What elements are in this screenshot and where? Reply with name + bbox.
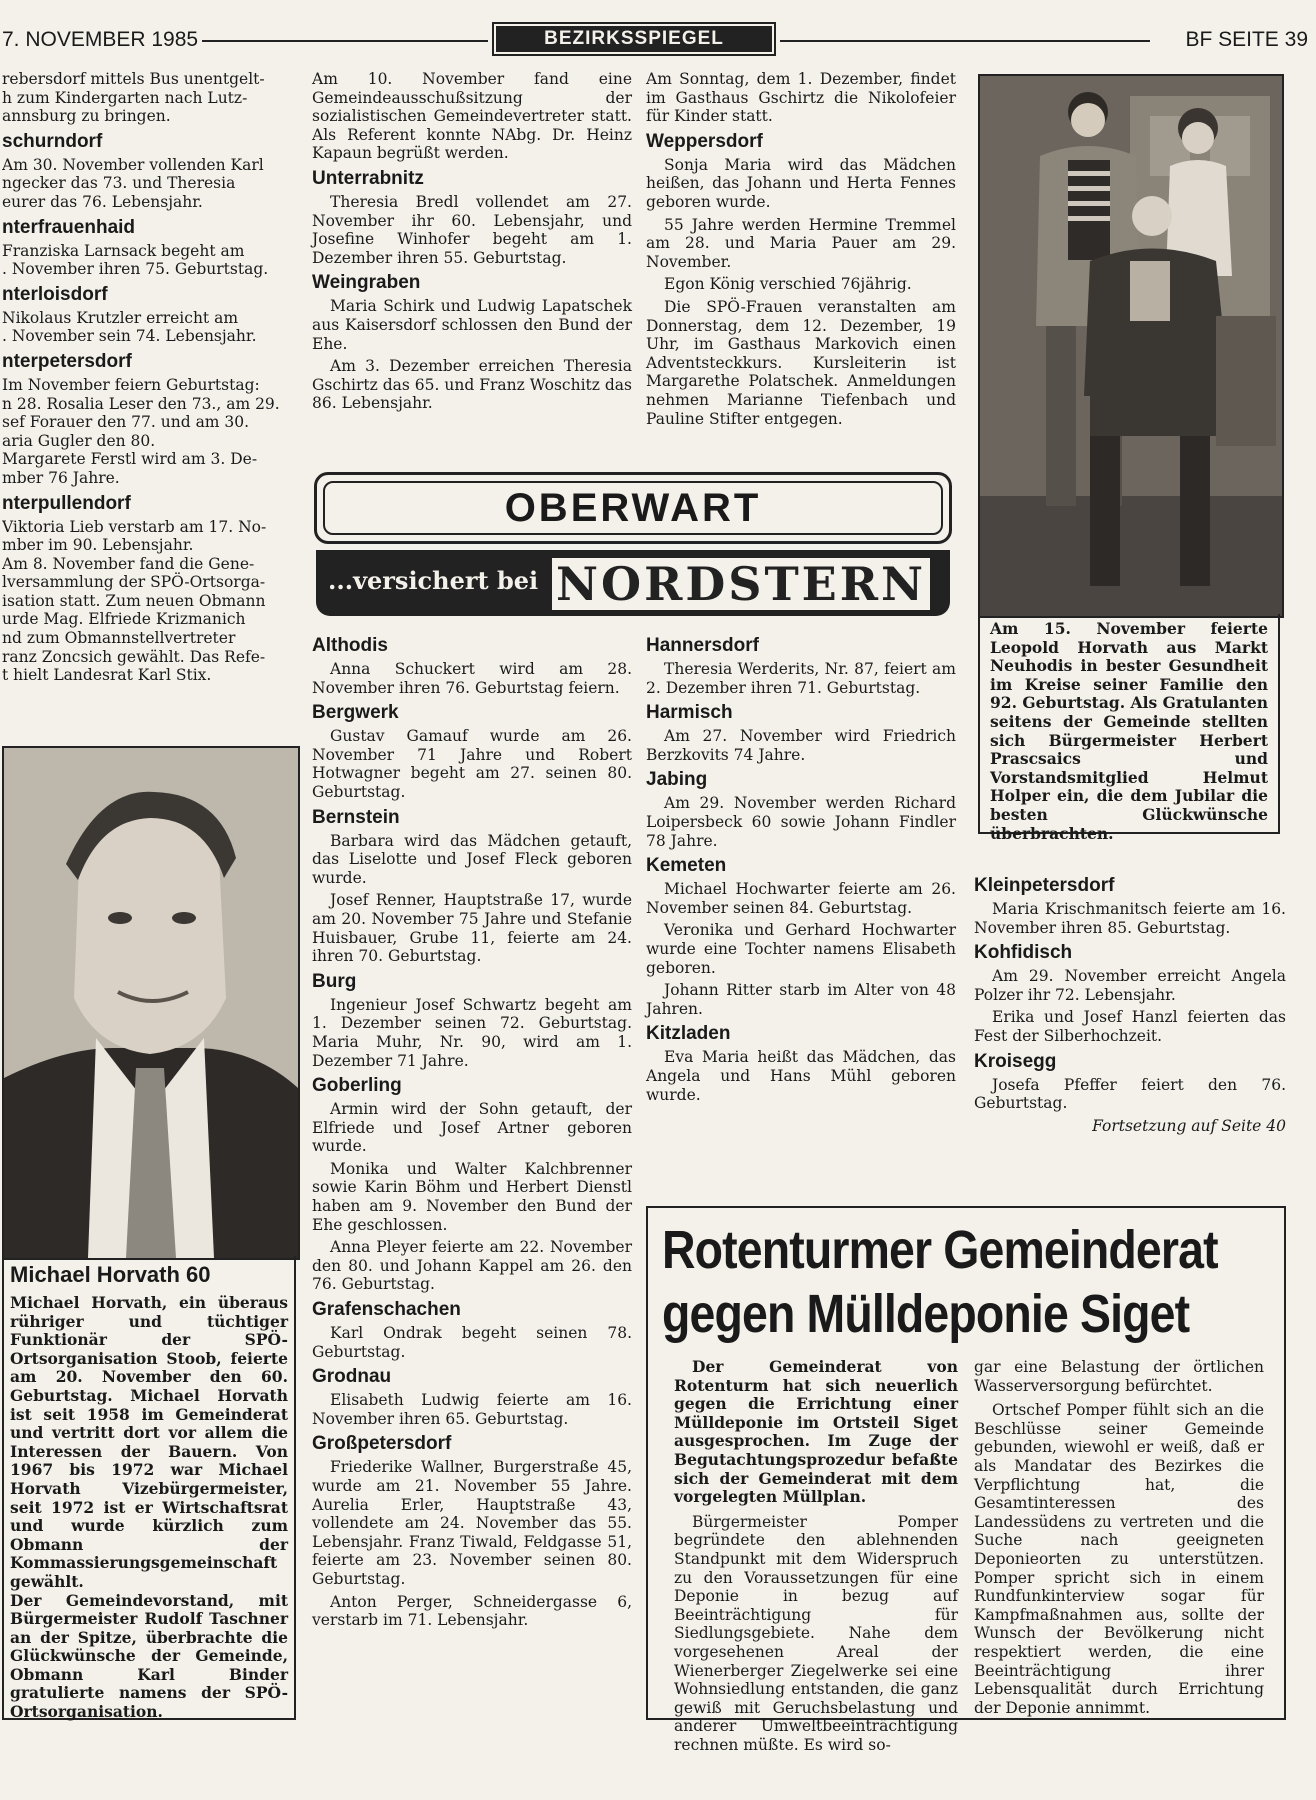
article-headline-line-2: gegen Mülldeponie Siget xyxy=(662,1284,1190,1344)
section-heading: Kohfidisch xyxy=(974,942,1073,964)
article-body-3: Ortschef Pomper fühlt sich an die Beschlüsse seiner Gemeinde gebunden, wiewohl er weiß, daß er als Mandatar des Bezirkes die Verpflichtung hat, die Gesamtinteressen des Landessüdens zu vertreten und die Suche nach geeigneten Deponieorten zu unterstützen. Pomper spricht sich in einem Rundfunkinterview sogar für Kampfmaßnahmen aus, sollte der Wunsch der Bevölkerung nicht respektiert werden, die eine Beeinträchtigung ihrer Lebensqualität durch Errichtung der Deponie annimmt. xyxy=(974,1401,1264,1717)
news-paragraph: Am 29. November werden Richard Loipersbeck 60 sowie Johann Findler 78 Jahre. xyxy=(646,794,956,850)
section-heading: Weppersdorf xyxy=(646,130,763,152)
portrait-photo-image xyxy=(4,748,298,1258)
text-line: aria Gugler den 80. xyxy=(2,431,156,450)
section-heading: Harmisch xyxy=(646,702,733,724)
issue-date: 7. NOVEMBER 1985 xyxy=(2,28,199,51)
section-heading: Bernstein xyxy=(312,806,400,828)
section-heading: Althodis xyxy=(312,635,388,656)
section-heading: Kemeten xyxy=(646,855,727,877)
column-3-bottom xyxy=(646,630,956,1108)
news-paragraph: Maria Krischmanitsch feierte am 16. November ihren 85. Geburtstag. xyxy=(974,900,1286,937)
news-paragraph: Friederike Wallner, Burgerstraße 45, wurde am 21. November 55 Jahre. Aurelia Erler, Hauptstraße 43, vollendete am 24. November das 55. Lebensjahr. Franz Tiwald, Feldgasse 51, feierte am 23. November seinen 80. Geburtstag. xyxy=(312,1458,632,1588)
section-heading: Großpetersdorf xyxy=(312,1433,452,1455)
text-line: eurer das 76. Lebensjahr. xyxy=(2,192,203,211)
news-paragraph: Die SPÖ-Frauen veranstalten am Donnerstag, dem 12. Dezember, 19 Uhr, im Gasthaus Markovich einen Adventsteckkurs. Kursleiterin ist Margarethe Polatschek. Anmeldungen nehmen Marianne Tiefenbach und Pauline Stifter entgegen. xyxy=(646,297,956,428)
text-line: nd zum Obmannstellvertreter xyxy=(2,629,236,648)
column-4-list xyxy=(974,875,1286,1113)
news-paragraph: Am 29. November erreicht Angela Polzer ihr 72. Lebensjahr. xyxy=(974,967,1286,1004)
section-banner xyxy=(492,22,776,56)
column-2-bottom xyxy=(312,630,632,1634)
section-heading: Jabing xyxy=(646,769,708,791)
ad-brand: NORDSTERN xyxy=(552,558,930,610)
text-line: n 28. Rosalia Leser den 73., am 29. xyxy=(2,394,280,413)
news-paragraph: Anna Schuckert wird am 28. November ihren 76. Geburtstag feiern. xyxy=(312,660,632,697)
news-paragraph: Karl Ondrak begeht seinen 78. Geburtstag. xyxy=(312,1324,632,1361)
family-photo-caption: Am 15. November feierte Leopold Horvath aus Markt Neuhodis in bester Gesundheit im Kreise seiner Familie den 92. Geburtstag. Als Gratulanten seitens der Gemeinde stellten sich Bürgermeister Herbert Prascsaics und Vorstandsmitglied Helmut Holper ein, die dem Jubilar die besten Glückwünsche überbrachten. xyxy=(978,614,1280,834)
article-column-1 xyxy=(674,1358,958,1760)
article-lead: Der Gemeinderat von Rotenturm hat sich neuerlich gegen die Errichtung einer Mülldeponie im Ortsteil Siget ausgesprochen. Im Zuge der Begutachtungsprozedur befaßte sich der Gemeinderat mit dem vorgelegten Müllplan. xyxy=(674,1357,958,1507)
text-line: Am 8. November fand die Gene- xyxy=(2,554,255,573)
section-heading: Grafenschachen xyxy=(312,1299,461,1321)
news-paragraph: Egon König verschied 76jährig. xyxy=(664,275,912,294)
page-number: BF SEITE 39 xyxy=(1185,28,1308,51)
news-paragraph: Armin wird der Sohn getauft, der Elfriede und Josef Artner geboren wurde. xyxy=(312,1100,632,1156)
section-heading: Burg xyxy=(312,970,357,992)
news-paragraph: Josefa Pfeffer feiert den 76. Geburtstag. xyxy=(974,1075,1286,1113)
news-paragraph: Am 3. Dezember erreichen Theresia Gschirtz das 65. und Franz Woschitz das 86. Lebensjahr. xyxy=(312,357,632,413)
news-paragraph: Eva Maria heißt das Mädchen, das Angela und Hans Mühl geboren wurde. xyxy=(646,1048,956,1104)
news-paragraph: Erika und Josef Hanzl feierten das Fest der Silberhochzeit. xyxy=(974,1008,1286,1045)
continued-note: Fortsetzung auf Seite 40 xyxy=(1092,1116,1286,1135)
section-heading: Hannersdorf xyxy=(646,635,759,656)
news-paragraph: Elisabeth Ludwig feierte am 16. November ihren 65. Geburtstag. xyxy=(312,1391,632,1428)
news-paragraph: Sonja Maria wird das Mädchen heißen, das Johann und Herta Fennes geboren wurde. xyxy=(646,155,956,211)
text-line: Im November feiern Geburtstag: xyxy=(2,375,260,394)
portrait-box xyxy=(2,1256,296,1720)
news-paragraph: Am Sonntag, dem 1. Dezember, findet im Gasthaus Gschirtz die Nikolofeier für Kinder statt. xyxy=(646,70,956,126)
section-heading: schurndorf xyxy=(2,130,103,152)
section-heading: Kroisegg xyxy=(974,1050,1057,1072)
section-heading: Kleinpetersdorf xyxy=(974,875,1115,896)
section-heading: nterpetersdorf xyxy=(2,350,132,372)
article-headline-line-1: Rotenturmer Gemeinderat xyxy=(662,1220,1218,1280)
section-heading: nterpullendorf xyxy=(2,492,131,514)
ad-town-frame xyxy=(314,472,952,544)
column-4-bottom xyxy=(974,870,1286,1135)
news-paragraph: Anna Pleyer feierte am 22. November den 80. und Johann Kappel am 26. den 76. Geburtstag. xyxy=(312,1238,632,1294)
text-line: . November ihren 75. Geburtstag. xyxy=(2,260,269,279)
article-body-1: Bürgermeister Pomper begründete den ablehnenden Standpunkt mit dem Widerspruch zu den Voraussetzungen für eine Deponie in bezug auf Beeinträchtigung für Siedlungsgebiete. Nahe dem vorgesehenen Areal der Wienerberger Ziegelwerke sei eine Wohnsiedlung entstanden, die ganz gewiß mit Geruchsbelastung und anderer Umweltbeeinträchtigung rechnen müßte. Es wird so- xyxy=(674,1512,958,1754)
text-line: annsburg zu bringen. xyxy=(2,107,171,126)
text-line: . November sein 74. Lebensjahr. xyxy=(2,327,257,346)
news-paragraph: Theresia Bredl vollendet am 27. November ihr 60. Lebensjahr, und Josefine Winhofer begeht am 1. Dezember ihren 55. Geburtstag. xyxy=(312,192,632,267)
news-paragraph: Veronika und Gerhard Hochwarter wurde eine Tochter namens Elisabeth geboren. xyxy=(646,921,956,977)
news-paragraph: Josef Renner, Hauptstraße 17, wurde am 20. November 75 Jahre und Stefanie Huisbauer, Grube 11, feierte am 24. ihren 70. Geburtstag. xyxy=(312,891,632,966)
text-line: lversammlung der SPÖ-Ortsorga- xyxy=(2,573,266,592)
text-line: t hielt Landesrat Karl Stix. xyxy=(2,666,212,685)
news-paragraph: Johann Ritter starb im Alter von 48 Jahren. xyxy=(646,981,956,1018)
section-heading: Grodnau xyxy=(312,1366,392,1388)
news-paragraph: Michael Hochwarter feierte am 26. November seinen 84. Geburtstag. xyxy=(646,880,956,917)
section-title: BEZIRKSSPIEGEL xyxy=(496,26,772,52)
nordstern-ad xyxy=(312,470,956,630)
news-paragraph: Anton Perger, Schneidergasse 6, verstarb im 71. Lebensjahr. xyxy=(312,1592,632,1630)
section-heading: Goberling xyxy=(312,1075,402,1097)
news-paragraph: Monika und Walter Kalchbrenner sowie Karin Böhm und Herbert Dienstl haben am 9. November den Bund der Ehe geschlossen. xyxy=(312,1159,632,1234)
text-line: Nikolaus Krutzler erreicht am xyxy=(2,308,239,327)
news-paragraph: Maria Schirk und Ludwig Lapatschek aus Kaisersdorf schlossen den Bund der Ehe. xyxy=(312,297,632,353)
news-paragraph: 55 Jahre werden Hermine Tremmel am 28. und Maria Pauer am 29. November. xyxy=(646,215,956,271)
portrait-box-paragraph: Michael Horvath, ein überaus rühriger und tüchtiger Funktionär der SPÖ-Ortsorganisation Stoob, feierte am 20. November den 60. Geburtstag. Michael Horvath ist seit 1958 im Gemeinderat und vertritt dort vor allem die Interessen der Bauern. Von 1967 bis 1972 war Michael Horvath Vizebürgermeister, seit 1972 ist er Wirtschaftsrat und wurde kürzlich zum Obmann der Kommassierungsgemeinschaft gewählt. xyxy=(10,1293,288,1591)
family-photo-image xyxy=(980,76,1282,616)
portrait-box-paragraph: Der Gemeindevorstand, mit Bürgermeister Rudolf Taschner an der Spitze, überbrachte die Glückwünsche der Gemeinde, Obmann Karl Binder gratulierte namens der SPÖ-Ortsorganisation. xyxy=(10,1590,288,1722)
text-line: Viktoria Lieb verstarb am 17. No- xyxy=(2,517,267,536)
family-photo xyxy=(978,74,1284,618)
text-line: mber 76 Jahre. xyxy=(2,468,120,487)
text-line: Am 30. November vollenden Karl xyxy=(2,155,264,174)
news-paragraph: Theresia Werderits, Nr. 87, feiert am 2. Dezember ihren 71. Geburtstag. xyxy=(646,660,956,697)
news-paragraph: Am 27. November wird Friedrich Berzkovits 74 Jahre. xyxy=(646,727,956,764)
section-heading: Unterrabnitz xyxy=(312,167,424,189)
section-heading: nterloisdorf xyxy=(2,283,108,305)
text-line: rebersdorf mittels Bus unentgelt- xyxy=(2,70,265,88)
article-rotenturm xyxy=(646,1206,1286,1754)
portrait-box-title: Michael Horvath 60 xyxy=(10,1262,211,1287)
section-heading: nterfrauenhaid xyxy=(2,216,136,238)
column-2-top xyxy=(312,70,632,417)
column-3-top xyxy=(646,70,956,432)
page-header xyxy=(0,22,1316,62)
header-rule-left xyxy=(202,40,488,42)
news-paragraph: Barbara wird das Mädchen getauft, das Liselotte und Josef Fleck geboren wurde. xyxy=(312,831,632,887)
section-heading: Kitzladen xyxy=(646,1023,731,1045)
text-line: Franziska Larnsack begeht am xyxy=(2,241,245,260)
text-line: sef Forauer den 77. und am 30. xyxy=(2,413,250,432)
column-1-news xyxy=(2,70,296,685)
text-line: ngecker das 73. und Theresia xyxy=(2,174,236,193)
article-column-2 xyxy=(974,1358,1264,1723)
section-heading: Bergwerk xyxy=(312,702,399,724)
article-body-2: gar eine Belastung der örtlichen Wasserversorgung befürchtet. xyxy=(974,1358,1264,1395)
news-paragraph: Gustav Gamauf wurde am 26. November 71 Jahre und Robert Hotwagner begeht am 27. seinen 80. Geburtstag. xyxy=(312,727,632,801)
news-paragraph: Ingenieur Josef Schwartz begeht am 1. Dezember seinen 72. Geburtstag. Maria Muhr, Nr. 90, wird am 1. Dezember 71 Jahre. xyxy=(312,995,632,1070)
ad-slogan: ...versichert bei xyxy=(328,566,539,595)
text-line: ranz Zoncsich gewählt. Das Refe- xyxy=(2,647,266,666)
text-line: h zum Kindergarten nach Lutz- xyxy=(2,88,248,107)
text-line: isation statt. Zum neuen Obmann xyxy=(2,591,266,610)
portrait-box-text xyxy=(10,1294,288,1722)
text-line: Margarete Ferstl wird am 3. De- xyxy=(2,450,258,469)
portrait-photo xyxy=(2,746,300,1260)
header-rule-right xyxy=(780,40,1150,42)
article-headline xyxy=(662,1218,1274,1346)
text-line: mber im 90. Lebensjahr. xyxy=(2,536,194,555)
ad-town: OBERWART xyxy=(323,481,943,535)
news-paragraph: Am 10. November fand eine Gemeindeausschußsitzung der sozialistischen Gemeindevertreter statt. Als Referent konnte NAbg. Dr. Heinz Kapaun begrüßt werden. xyxy=(312,70,632,163)
text-line: urde Mag. Elfriede Krizmanich xyxy=(2,610,246,629)
section-heading: Weingraben xyxy=(312,272,421,294)
ad-brand-bar xyxy=(316,550,950,616)
